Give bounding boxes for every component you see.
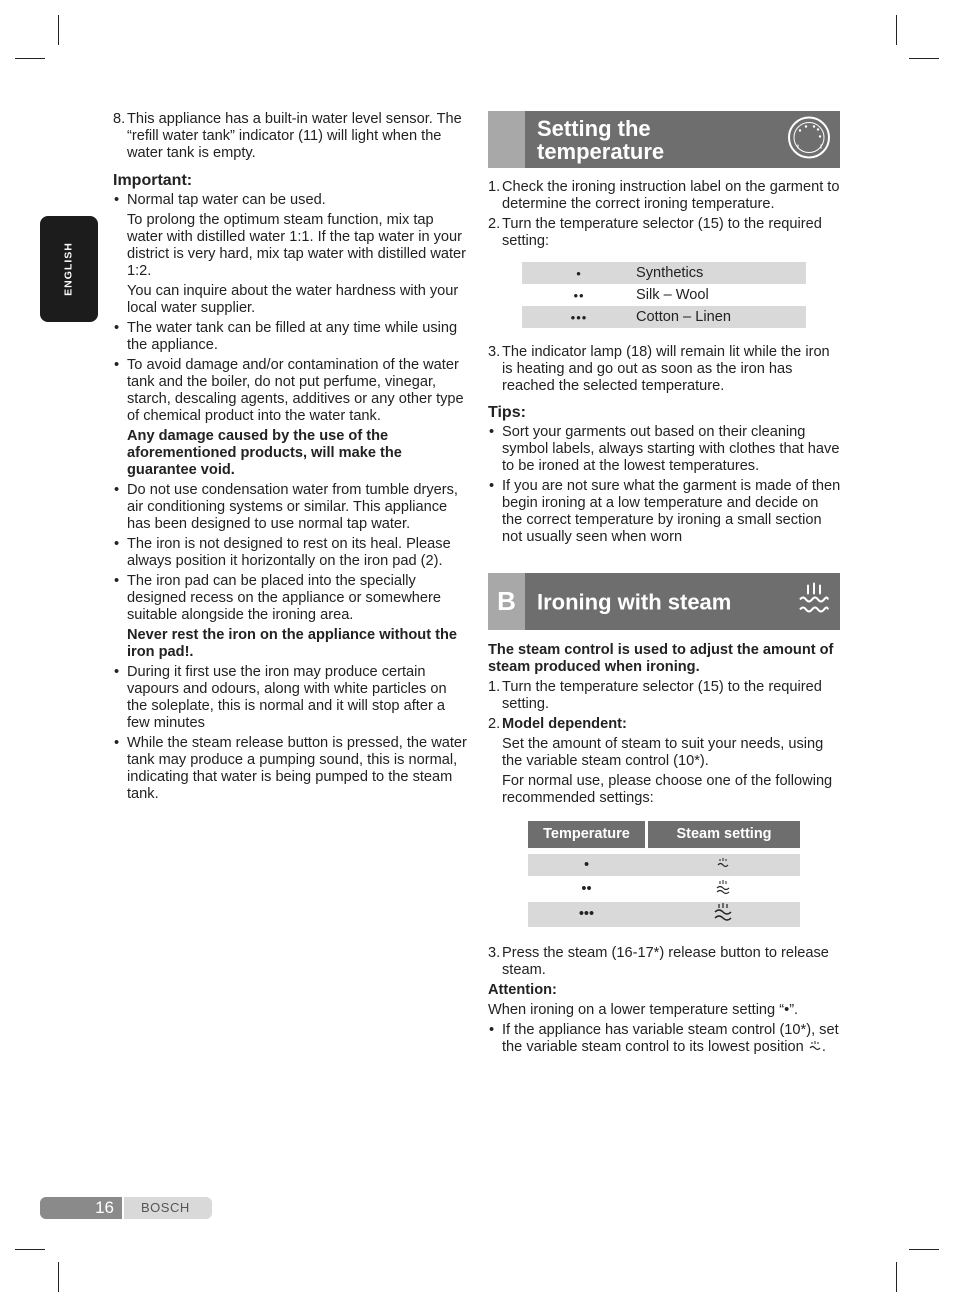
paragraph: Set the amount of steam to suit your needs, using the variable steam control (10*). — [502, 736, 824, 769]
warning-text: Any damage caused by the use of the aforementioned products, will make the guarantee void. — [127, 428, 402, 478]
column-header-temperature: Temperature — [528, 821, 645, 848]
temperature-dots: •• — [573, 287, 585, 303]
right-column — [488, 111, 842, 1056]
fabric-label: Cotton – Linen — [636, 306, 806, 328]
paragraph: You can inquire about the water hardness with your local water supplier. — [127, 283, 459, 316]
crop-mark — [896, 15, 897, 45]
steam-high-icon — [645, 902, 800, 927]
brand-label: BOSCH — [124, 1197, 212, 1219]
list-item: • The iron pad can be placed into the specially designed recess on the appliance or somewhere suitable alongside the ironing area. — [113, 573, 469, 624]
temperature-dots: ••• — [522, 306, 636, 328]
table-row — [522, 306, 806, 328]
important-heading: Important: — [113, 172, 193, 189]
list-item: • If you are not sure what the garment is made of then begin ironing at a low temperature and decide on the correct temperature by ironing a small section not usually seen when worn — [488, 478, 842, 546]
item-number: 3. — [488, 945, 501, 961]
list-item — [113, 111, 469, 162]
attention-heading: Attention: — [488, 982, 557, 998]
list-item — [488, 179, 842, 213]
item-number: 3. — [488, 344, 501, 360]
column-header-steam: Steam setting — [645, 821, 800, 848]
steam-medium-icon — [645, 878, 800, 900]
table-row — [528, 850, 800, 876]
language-label: ENGLISH — [62, 242, 75, 296]
item-text: This appliance has a built-in water level sensor. The “refill water tank” indicator (11) will light when the water tank is empty. — [127, 111, 462, 161]
item-text: If the appliance has variable steam control (10*), set the variable steam control to its lowest position — [502, 1022, 839, 1055]
temperature-dots: ••• — [528, 902, 645, 927]
list-item — [488, 1022, 842, 1056]
steam-section-header — [488, 573, 840, 630]
left-column — [113, 111, 469, 803]
steam-icon — [796, 581, 832, 622]
paragraph: To prolong the optimum steam function, mix tap water with distilled water 1:1. If the tap water in your district is very hard, mix tap water with distilled water 1:2. — [127, 212, 467, 279]
list-item: • While the steam release button is pressed, the water tank may produce a pumping sound, this is normal, indicating that water is being pumped to the steam tank. — [113, 735, 469, 803]
item-number: 2. — [488, 216, 501, 232]
tips-heading: Tips: — [488, 404, 526, 421]
item-number: 1. — [488, 679, 501, 695]
temperature-dial-icon — [786, 114, 832, 165]
list-item — [488, 216, 842, 250]
table-row — [528, 878, 800, 900]
fabric-label: Silk – Wool — [636, 286, 709, 303]
crop-mark — [15, 1249, 45, 1250]
header-letter-box — [488, 111, 525, 168]
temperature-dots: • — [522, 262, 636, 284]
list-item: • Do not use condensation water from tumble dryers, air conditioning systems or similar. This appliance has been designed to use normal tap water. — [113, 482, 469, 533]
item-text-end: . — [821, 1039, 826, 1055]
temperature-section-header — [488, 111, 840, 168]
temperature-dots: •• — [581, 880, 592, 897]
list-item: • The iron is not designed to rest on its heal. Please always position it horizontally on the iron pad (2). — [113, 536, 469, 570]
warning-text: Never rest the iron on the appliance without the iron pad!. — [127, 627, 458, 660]
attention-text: When ironing on a lower temperature setting “•”. — [488, 1002, 799, 1018]
list-item: • Normal tap water can be used. — [113, 192, 469, 209]
temperature-dots: • — [528, 850, 645, 876]
crop-mark — [909, 58, 939, 59]
steam-intro: The steam control is used to adjust the amount of steam produced when ironing. — [488, 642, 834, 675]
item-text: Turn the temperature selector (15) to the required setting: — [502, 216, 822, 249]
crop-mark — [58, 1262, 59, 1292]
steam-low-icon — [808, 1040, 822, 1052]
list-item: • To avoid damage and/or contamination of the water tank and the boiler, do not put perfume, vinegar, starch, descaling agents, additives or any other type of chemical product into the water tank. — [113, 357, 469, 425]
table-row — [522, 284, 806, 306]
item-text: Press the steam (16-17*) release button to release steam. — [502, 945, 829, 978]
item-number: 8. — [113, 111, 126, 127]
item-text: Turn the temperature selector (15) to the required setting. — [502, 679, 822, 712]
list-item — [488, 945, 842, 979]
list-item: • Sort your garments out based on their cleaning symbol labels, always starting with clothes that have to be ironed at the lowest temperatures. — [488, 424, 842, 475]
model-dependent-label: Model dependent: — [502, 716, 627, 732]
crop-mark — [58, 15, 59, 45]
steam-low-icon — [645, 850, 800, 876]
crop-mark — [15, 58, 45, 59]
table-header-row — [528, 821, 800, 848]
crop-mark — [909, 1249, 939, 1250]
steam-settings-table — [528, 819, 800, 929]
item-text: Check the ironing instruction label on the garment to determine the correct ironing temperature. — [502, 179, 840, 212]
temperature-table — [522, 262, 806, 328]
list-item — [488, 344, 842, 395]
item-number: 2. — [488, 716, 501, 732]
section-title: Setting the temperature — [537, 115, 665, 164]
section-letter: B — [488, 573, 525, 630]
item-number: 1. — [488, 179, 501, 195]
list-item: • The water tank can be filled at any time while using the appliance. — [113, 320, 469, 354]
page-number: 16 — [40, 1197, 122, 1219]
table-row — [522, 262, 806, 284]
item-text: The indicator lamp (18) will remain lit while the iron is heating and go out as soon as the iron has reached the selected temperature. — [502, 344, 830, 394]
table-row — [528, 902, 800, 927]
list-item: • During it first use the iron may produce certain vapours and odours, along with white particles on the soleplate, this is normal and it will stop after a few minutes — [113, 664, 469, 732]
list-item — [488, 716, 842, 733]
list-item — [488, 679, 842, 713]
language-tab — [40, 216, 98, 322]
fabric-label: Synthetics — [636, 262, 806, 284]
section-title: Ironing with steam — [537, 589, 732, 614]
crop-mark — [896, 1262, 897, 1292]
paragraph: For normal use, please choose one of the following recommended settings: — [502, 773, 833, 806]
